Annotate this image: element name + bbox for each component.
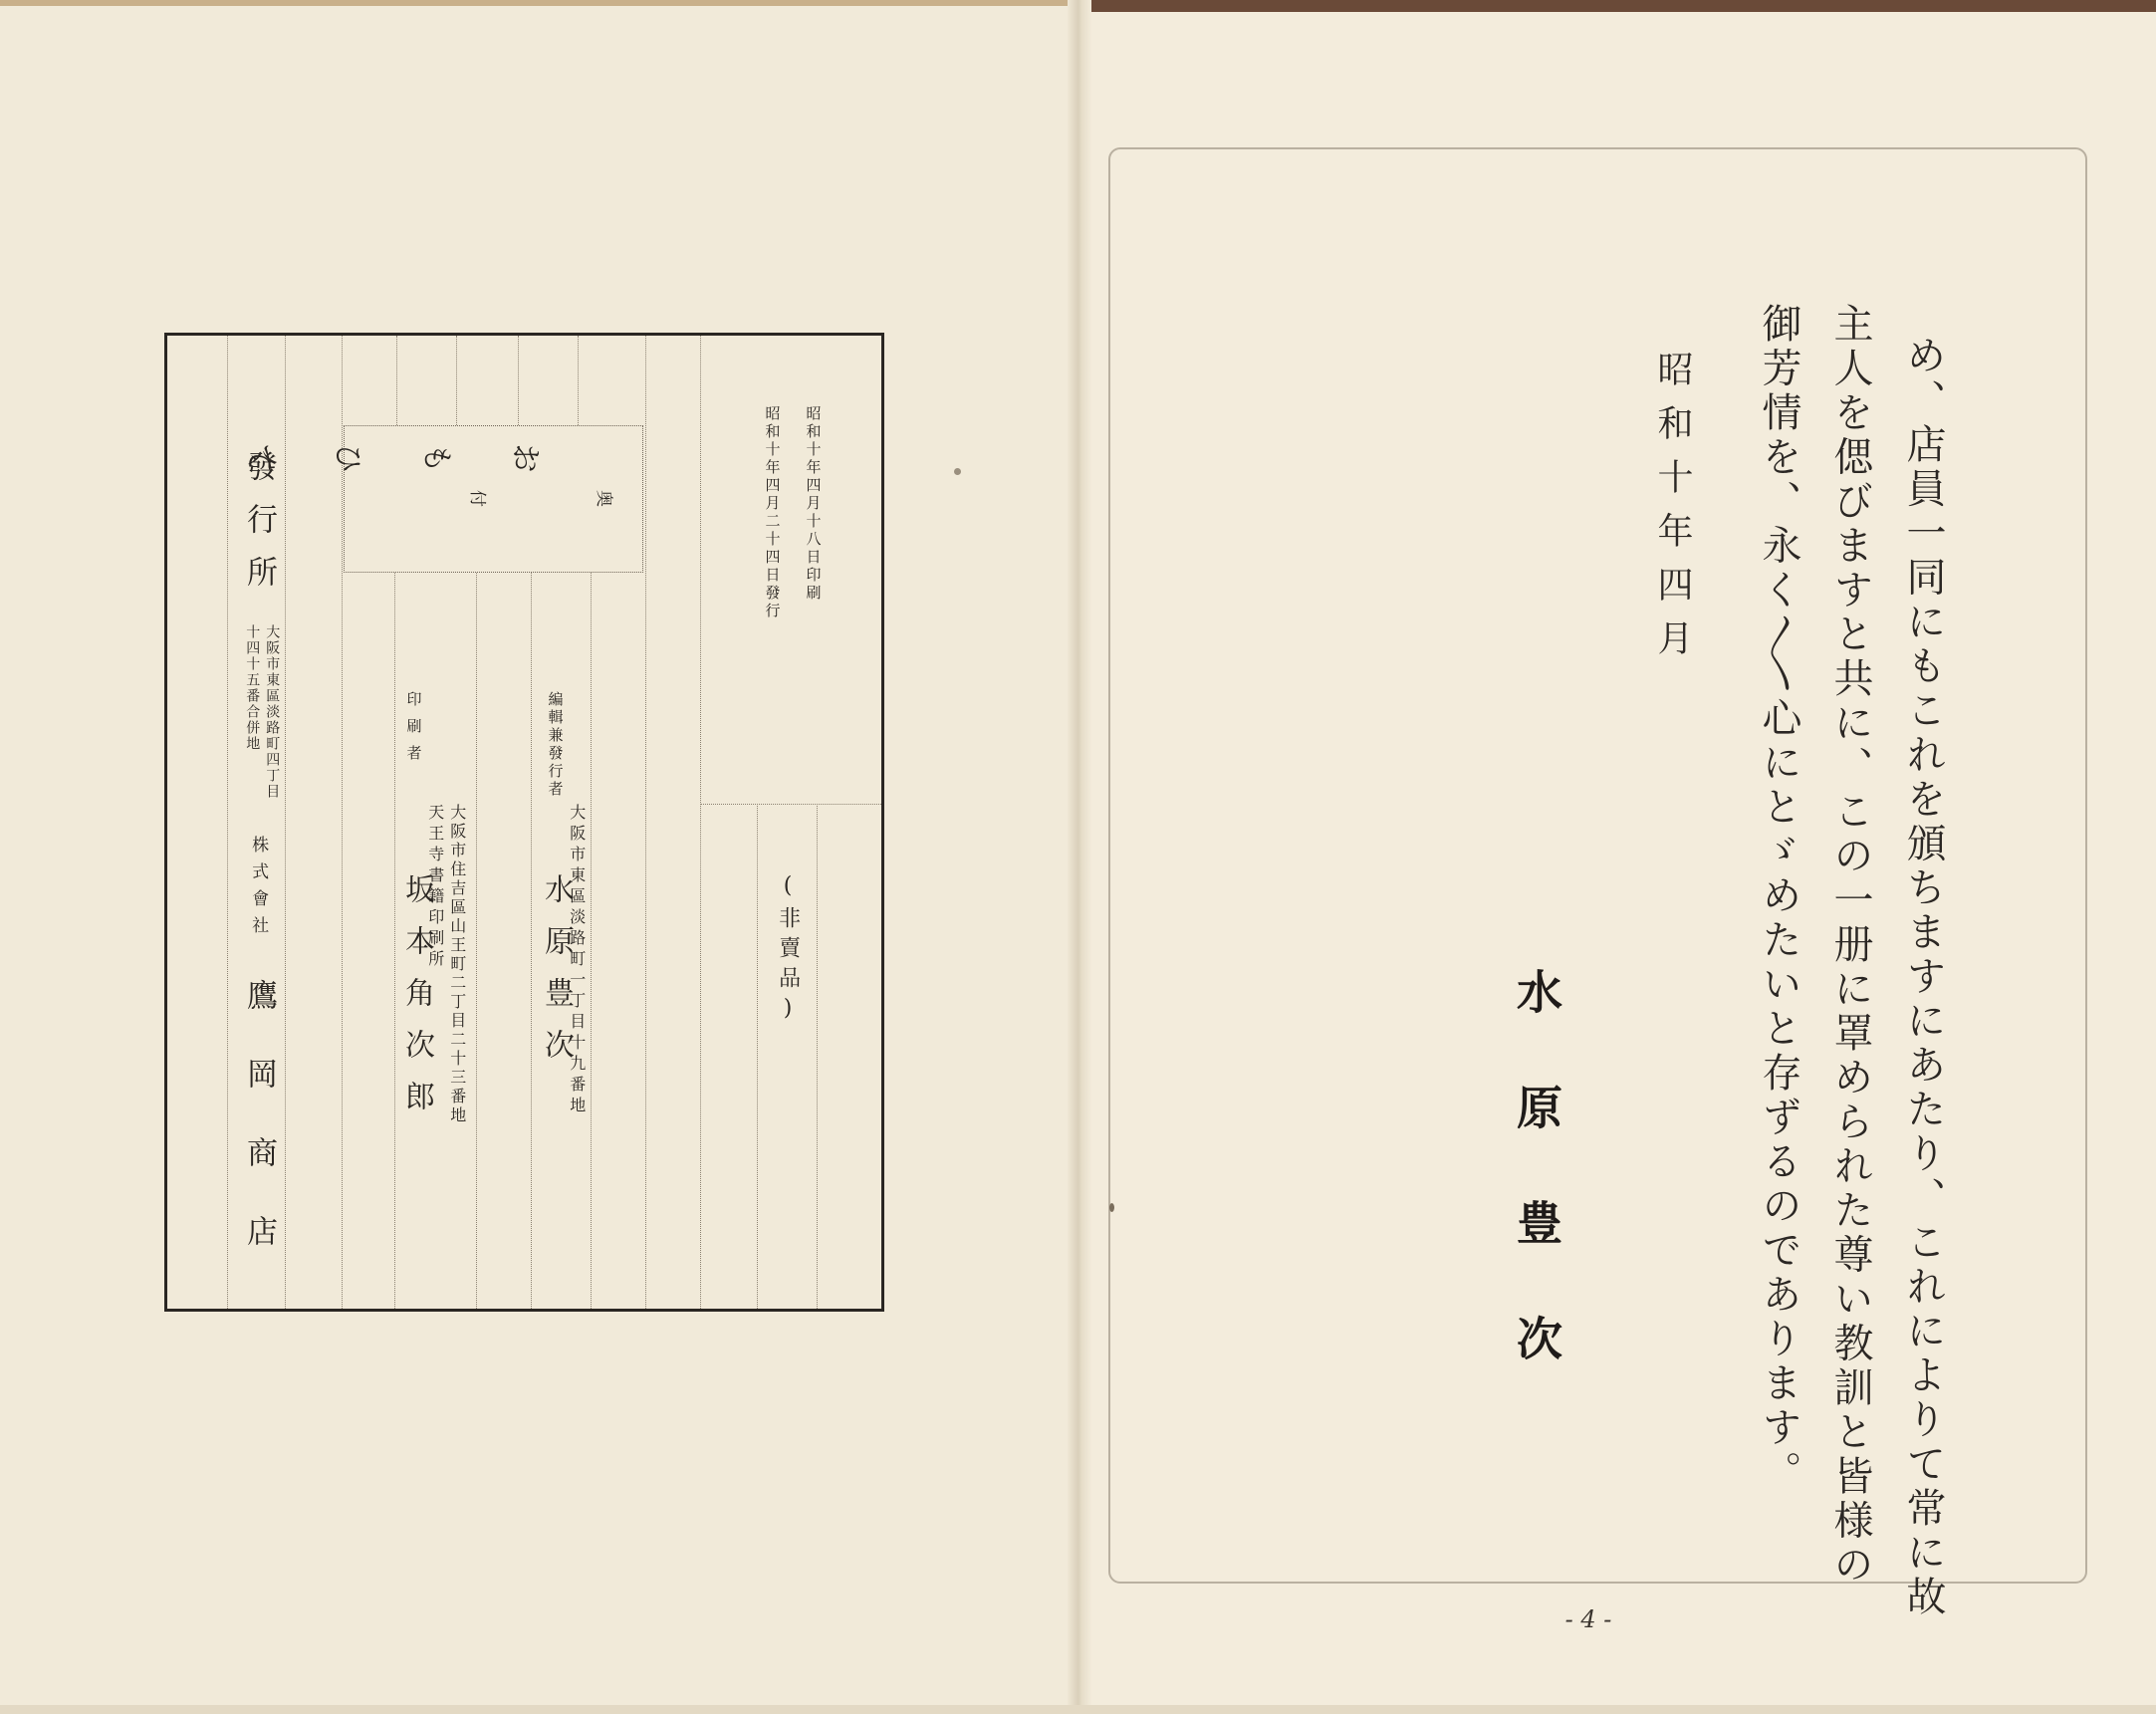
message-line-3: 御芳情を、永く〳〵心にとゞめたいと存ずるのであります。 [1756, 303, 1801, 1495]
book-gutter [1068, 0, 1091, 1714]
publisher-label: 發行所 [241, 450, 277, 609]
editor-name: 水原豊次 [539, 873, 574, 1081]
publisher-name: 鷹岡商店 [241, 979, 277, 1294]
printer-address-1: 大阪市住吉區山王町二丁目二十三番地 [447, 804, 467, 1125]
publisher-address-1: 大阪市東區淡路町四丁目 [264, 624, 281, 800]
signature: 水原豊次 [1510, 968, 1563, 1430]
publisher-company: 株式會社 [248, 836, 269, 943]
colophon-box [164, 333, 884, 1312]
editor-address: 大阪市東區淡路町一丁目十九番地 [567, 804, 587, 1117]
message-line-2: 主人を偲びますと共に、この一册に罩められた尊い教訓と皆様の [1827, 303, 1873, 1589]
book-bottom-edge [0, 1705, 2156, 1714]
message-date: 昭和十年四月 [1652, 351, 1693, 673]
colophon-title: おもひて [187, 436, 543, 473]
paper-speck [954, 468, 961, 475]
publish-date: 昭和十年四月二十四日發行 [763, 405, 782, 620]
not-for-sale: (非賣品) [775, 873, 801, 1029]
printer-name: 坂本角次郎 [399, 873, 434, 1132]
paper-speck-2 [1109, 1203, 1114, 1212]
page-number: - 4 - [1564, 1605, 1612, 1633]
editor-label: 編輯兼發行者 [546, 691, 565, 799]
message-line-1: め、店員一同にもこれを頒ちますにあたり、これによりて常に故 [1900, 335, 1946, 1620]
colophon-subtitle: 奥付 [360, 486, 614, 507]
printer-address-2: 天王寺書籍印刷所 [425, 804, 445, 971]
publisher-address-2: 十四十五番合併地 [244, 624, 261, 752]
print-date: 昭和十年四月十八日印刷 [804, 405, 823, 603]
printer-label: 印刷者 [404, 691, 423, 772]
